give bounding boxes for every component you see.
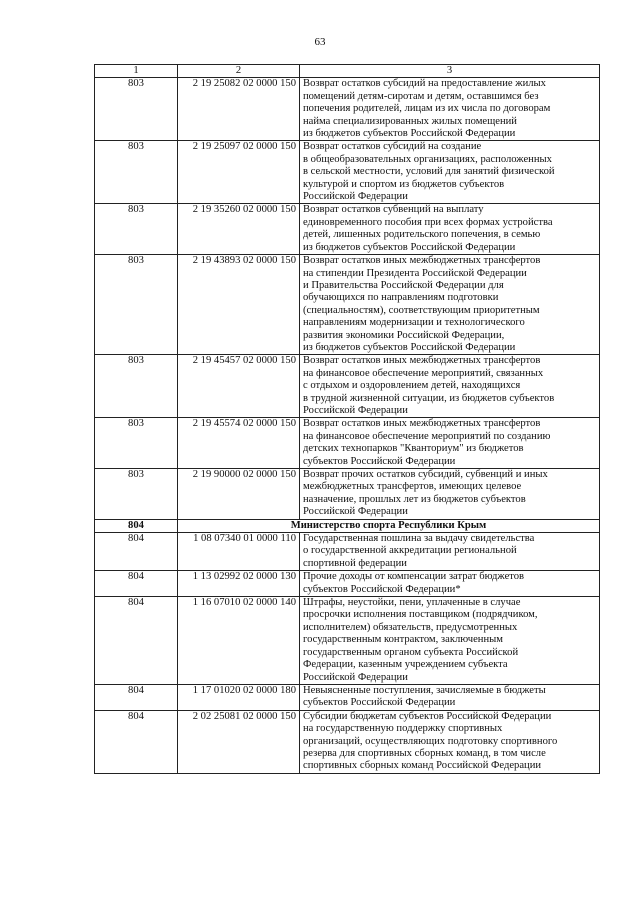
revenue-description: Возврат остатков иных межбюджетных трансфертов на финансовое обеспечение мероприятий, связанных с отдыхом и оздоровлением детей, находящихся в трудной жизненной ситуации, из бюджетов субъектов Российской Федерации	[300, 355, 600, 418]
admin-code: 803	[95, 355, 178, 418]
revenue-description: Возврат остатков субсидий на предоставление жилых помещений детям-сиротам и детям, оставшимся без попечения родителей, лицам из их числа по договорам найма специализированных жилых помещений из бюджетов субъектов Российской Федерации	[300, 78, 600, 141]
table-row	[95, 141, 600, 204]
header-col-1: 1	[95, 65, 178, 78]
revenue-description: Возврат остатков субсидий на создание в общеобразовательных организациях, расположенных в сельской местности, условий для занятий физической культурой и спортом из бюджетов субъектов Российской Федерации	[300, 141, 600, 204]
section-title: Министерство спорта Республики Крым	[178, 519, 600, 532]
revenue-code: 2 19 45457 02 0000 150	[178, 355, 300, 418]
table-row	[95, 684, 600, 710]
admin-code: 803	[95, 78, 178, 141]
table-row	[95, 571, 600, 597]
table-row	[95, 469, 600, 520]
header-col-3: 3	[300, 65, 600, 78]
admin-code: 804	[95, 684, 178, 710]
revenue-description: Прочие доходы от компенсации затрат бюджетов субъектов Российской Федерации*	[300, 571, 600, 597]
revenue-description: Штрафы, неустойки, пени, уплаченные в случае просрочки исполнения поставщиком (подрядчиком, исполнителем) обязательств, предусмотренных государственным контрактом, заключенным государственным органом субъекта Российской Федерации, казенным учреждением субъекта Российской Федерации	[300, 597, 600, 685]
revenue-code: 2 19 35260 02 0000 150	[178, 204, 300, 255]
table-row	[95, 78, 600, 141]
table-row	[95, 533, 600, 571]
section-header-row	[95, 519, 600, 532]
admin-code: 803	[95, 418, 178, 469]
revenue-code: 2 19 45574 02 0000 150	[178, 418, 300, 469]
table-row	[95, 204, 600, 255]
table-row	[95, 418, 600, 469]
table-row	[95, 710, 600, 773]
revenue-description: Возврат остатков субвенций на выплату единовременного пособия при всех формах устройства детей, лишенных родительского попечения, в семью из бюджетов субъектов Российской Федерации	[300, 204, 600, 255]
revenue-code: 2 19 90000 02 0000 150	[178, 469, 300, 520]
admin-code: 803	[95, 469, 178, 520]
revenue-code: 1 17 01020 02 0000 180	[178, 684, 300, 710]
header-col-2: 2	[178, 65, 300, 78]
revenue-description: Возврат остатков иных межбюджетных трансфертов на стипендии Президента Российской Федерации и Правительства Российской Федерации для обучающихся по направлениям подготовки (специальностям), соответствующим приоритетным направлениям модернизации и технологического развития экономики Российской Федерации, из бюджетов субъектов Российской Федерации	[300, 255, 600, 355]
revenue-description: Возврат прочих остатков субсидий, субвенций и иных межбюджетных трансфертов, имеющих целевое назначение, прошлых лет из бюджетов субъектов Российской Федерации	[300, 469, 600, 520]
revenue-code: 1 16 07010 02 0000 140	[178, 597, 300, 685]
revenue-code: 2 19 25082 02 0000 150	[178, 78, 300, 141]
admin-code: 804	[95, 710, 178, 773]
revenue-code: 2 19 25097 02 0000 150	[178, 141, 300, 204]
admin-code: 804	[95, 597, 178, 685]
admin-code: 804	[95, 571, 178, 597]
admin-code: 804	[95, 533, 178, 571]
revenue-description: Невыясненные поступления, зачисляемые в бюджеты субъектов Российской Федерации	[300, 684, 600, 710]
admin-code: 803	[95, 141, 178, 204]
revenue-code: 1 08 07340 01 0000 110	[178, 533, 300, 571]
revenue-code: 1 13 02992 02 0000 130	[178, 571, 300, 597]
table-row	[95, 255, 600, 355]
section-code: 804	[95, 519, 178, 532]
revenue-description: Возврат остатков иных межбюджетных трансфертов на финансовое обеспечение мероприятий по созданию детских технопарков "Кванториум" из бюджетов субъектов Российской Федерации	[300, 418, 600, 469]
revenue-code: 2 02 25081 02 0000 150	[178, 710, 300, 773]
table-row	[95, 597, 600, 685]
table-header-row	[95, 65, 600, 78]
admin-code: 803	[95, 255, 178, 355]
page-number: 63	[314, 36, 326, 48]
revenue-description: Субсидии бюджетам субъектов Российской Федерации на государственную поддержку спортивных организаций, осуществляющих подготовку спортивного резерва для спортивных сборных команд, в том числе спортивных сборных команд Российской Федерации	[300, 710, 600, 773]
table-row	[95, 355, 600, 418]
admin-code: 803	[95, 204, 178, 255]
revenue-description: Государственная пошлина за выдачу свидетельства о государственной аккредитации региональной спортивной федерации	[300, 533, 600, 571]
budget-classification-table	[94, 64, 600, 774]
revenue-code: 2 19 43893 02 0000 150	[178, 255, 300, 355]
